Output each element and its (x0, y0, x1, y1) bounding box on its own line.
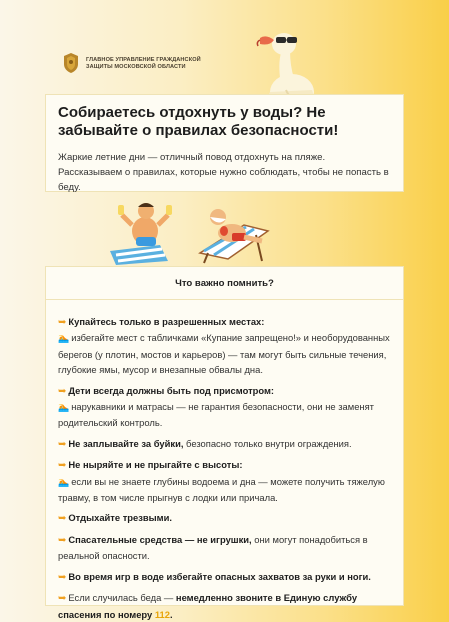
arrow-icon: ➥ (58, 460, 67, 472)
lounger-man-illustration (200, 209, 268, 263)
arrow-icon: ➥ (58, 438, 67, 450)
arrow-icon: ➥ (58, 385, 67, 397)
rules-card (45, 266, 404, 620)
beach-illustrations (0, 195, 449, 265)
org-name (86, 57, 216, 71)
rule-children: ➥ Дети всегда должны быть под присмотром: 🏊 нарукавники и матрасы — не гарантия безопасности, они не заменят родительский контроль. (58, 384, 374, 429)
rules-body (46, 300, 403, 622)
swimmer-icon: 🏊 (58, 476, 70, 487)
emergency-number: 112 (154, 608, 170, 620)
intro-title: Собираетесь отдохнуть у воды? Не забывайте о правилах безопасности! (58, 104, 339, 139)
emblem-icon (62, 52, 80, 74)
beach-man-illustration (110, 203, 172, 265)
header (0, 0, 449, 95)
arrow-icon: ➥ (58, 317, 67, 328)
rules-heading: Что важно помнить? (46, 267, 403, 300)
swimmer-icon: 🏊 (58, 402, 70, 413)
intro-text: Жаркие летние дни — отличный повод отдохнуть на пляже. Рассказываем о правилах, которые нужно соблюдать, чтобы не попасть в беду. (58, 152, 389, 193)
org-line-2: ЗАЩИТЫ МОСКОВСКОЙ ОБЛАСТИ (86, 64, 186, 70)
arrow-icon: ➥ (58, 534, 67, 546)
rule-swim-allowed: ➥ Купайтесь только в разрешенных местах: 🏊 избегайте мест с табличками «Купание запрещено!» и необорудованных берегов (у плотин, мостов и карьеров) — там могут быть сильные течения, глубокие ямы, мусор и внезапные обвалы дна. (58, 316, 390, 376)
rule-no-diving: ➥ Не ныряйте и не прыгайте с высоты: 🏊 если вы не знаете глубины водоема и дна — можете получить тяжелую травму, в том числе прыгнув с лодки или причала. (58, 459, 385, 504)
rule-emergency: ➥ Если случилась беда — немедленно звоните в Единую службу спасения по номеру 112. (58, 592, 358, 620)
arrow-icon: ➥ (58, 593, 67, 605)
rule-games: ➥ Во время игр в воде избегайте опасных захватов за руки и ноги. (58, 570, 371, 583)
rule-buoys: ➥ Не заплывайте за буйки, безопасно только внутри ограждения. (58, 437, 352, 450)
intro-card (45, 94, 404, 192)
org-line-1: ГЛАВНОЕ УПРАВЛЕНИЕ ГРАЖДАНСКОЙ (86, 57, 201, 63)
rule-rescue-gear: ➥ Спасательные средства — не игрушки, они могут понадобиться в реальной опасности. (58, 533, 368, 562)
rule-sober: ➥ Отдыхайте трезвыми. (58, 512, 172, 525)
arrow-icon: ➥ (58, 513, 67, 525)
arrow-icon: ➥ (58, 571, 67, 583)
swimmer-icon: 🏊 (58, 333, 70, 344)
